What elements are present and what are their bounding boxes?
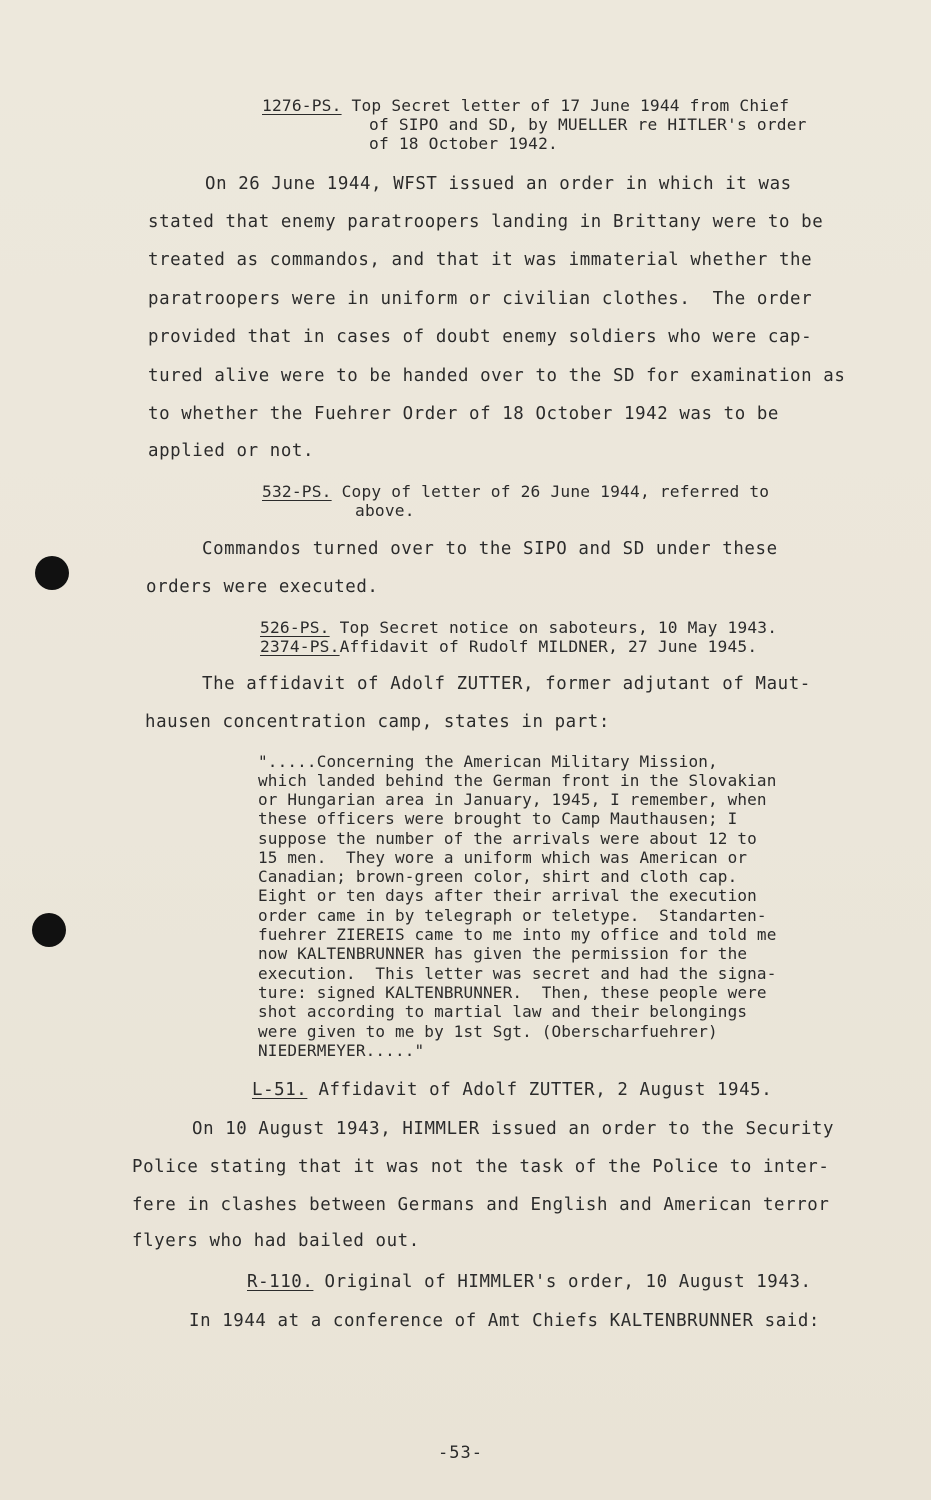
body-line: Police stating that it was not the task of the Police to inter- <box>132 1157 830 1177</box>
citation-ref: 2374-PS. <box>260 637 340 656</box>
quote-line: Canadian; brown-green color, shirt and cloth cap. <box>258 867 738 886</box>
quote-line: fuehrer ZIEREIS came to me into my office and told me <box>258 925 777 944</box>
citation-text-line: Affidavit of Adolf ZUTTER, 2 August 1945. <box>318 1080 773 1100</box>
quote-line: ".....Concerning the American Military Mission, <box>258 752 718 771</box>
body-line: hausen concentration camp, states in part: <box>145 712 610 732</box>
quote-line: execution. This letter was secret and had the signa- <box>258 964 777 983</box>
citation-1276-ps <box>262 96 789 115</box>
citation-ref: 1276-PS. <box>262 96 342 115</box>
quote-line: or Hungarian area in January, 1945, I remember, when <box>258 790 767 809</box>
quote-line: now KALTENBRUNNER has given the permission for the <box>258 944 748 963</box>
body-line: stated that enemy paratroopers landing in Brittany were to be <box>148 212 824 232</box>
body-line: paratroopers were in uniform or civilian clothes. The order <box>148 289 813 309</box>
body-line: flyers who had bailed out. <box>132 1231 420 1251</box>
quote-line: 15 men. They wore a uniform which was American or <box>258 848 748 867</box>
quote-line: suppose the number of the arrivals were about 12 to <box>258 829 757 848</box>
body-line: On 26 June 1944, WFST issued an order in which it was <box>205 174 792 194</box>
body-line: On 10 August 1943, HIMMLER issued an order to the Security <box>192 1119 835 1139</box>
punch-hole-upper <box>35 556 69 590</box>
citation-text-line: Top Secret notice on saboteurs, 10 May 1943. <box>339 618 778 637</box>
citation-ref: L-51. <box>252 1080 308 1100</box>
quote-line: Eight or ten days after their arrival the execution <box>258 886 757 905</box>
quote-line: these officers were brought to Camp Mauthausen; I <box>258 809 738 828</box>
page-number: -53- <box>438 1443 483 1463</box>
citation-2374-ps <box>260 637 757 656</box>
citation-ref: 532-PS. <box>262 482 332 501</box>
citation-text-line: Top Secret letter of 17 June 1944 from Chief <box>351 96 790 115</box>
citation-text-line: Original of HIMMLER's order, 10 August 1943. <box>324 1272 812 1292</box>
punch-hole-lower <box>32 913 66 947</box>
body-line: orders were executed. <box>146 577 379 597</box>
body-line: applied or not. <box>148 441 315 461</box>
citation-ref: R-110. <box>247 1272 314 1292</box>
citation-l-51 <box>252 1080 772 1100</box>
citation-text-line: of SIPO and SD, by MUELLER re HITLER's order <box>369 115 807 134</box>
body-line: to whether the Fuehrer Order of 18 October 1942 was to be <box>148 404 779 424</box>
citation-text-line: of 18 October 1942. <box>369 134 558 153</box>
body-line: tured alive were to be handed over to the SD for examination as <box>148 366 846 386</box>
citation-text-line: above. <box>355 501 415 520</box>
body-line: treated as commandos, and that it was immaterial whether the <box>148 250 813 270</box>
citation-ref: 526-PS. <box>260 618 330 637</box>
citation-532-ps <box>262 482 769 501</box>
staple-mark <box>455 0 469 40</box>
citation-r-110 <box>247 1272 812 1292</box>
body-line: fere in clashes between Germans and English and American terror <box>132 1195 830 1215</box>
quote-line: which landed behind the German front in the Slovakian <box>258 771 777 790</box>
quote-line: ture: signed KALTENBRUNNER. Then, these people were <box>258 983 767 1002</box>
quote-line: shot according to martial law and their belongings <box>258 1002 748 1021</box>
body-line: provided that in cases of doubt enemy soldiers who were cap- <box>148 327 813 347</box>
body-line: Commandos turned over to the SIPO and SD under these <box>202 539 778 559</box>
quote-line: NIEDERMEYER....." <box>258 1041 425 1060</box>
body-line: In 1944 at a conference of Amt Chiefs KALTENBRUNNER said: <box>189 1311 820 1331</box>
citation-text-line: Copy of letter of 26 June 1944, referred to <box>341 482 770 501</box>
citation-526-ps <box>260 618 777 637</box>
citation-text-line: Affidavit of Rudolf MILDNER, 27 June 1945. <box>339 637 758 656</box>
body-line: The affidavit of Adolf ZUTTER, former adjutant of Maut- <box>202 674 811 694</box>
quote-line: were given to me by 1st Sgt. (Oberscharfuehrer) <box>258 1022 718 1041</box>
quote-line: order came in by telegraph or teletype. Standarten- <box>258 906 767 925</box>
